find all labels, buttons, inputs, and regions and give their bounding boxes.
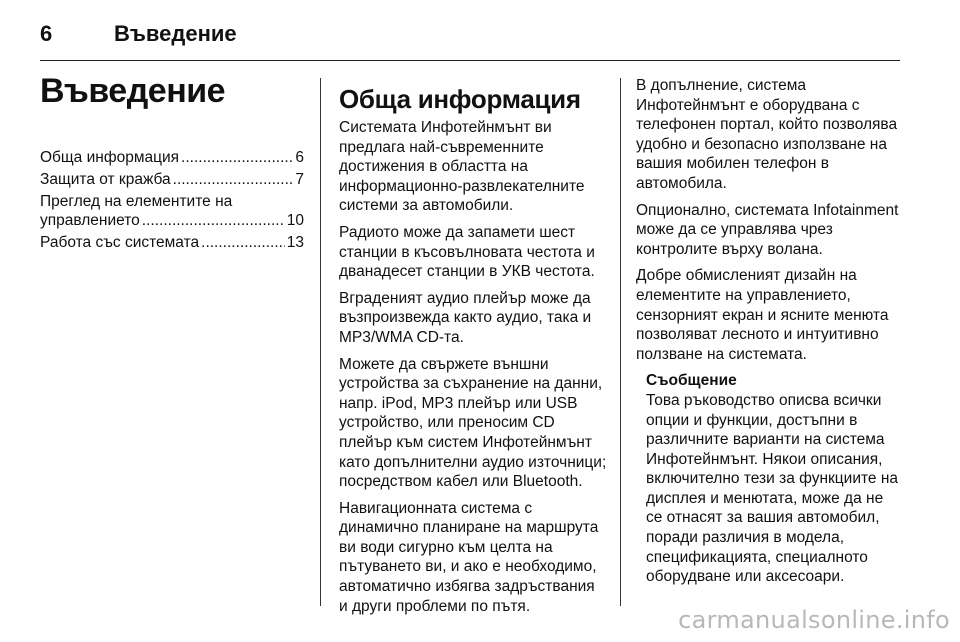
toc-item-label: Работа със системата [40, 234, 200, 251]
note-text: Това ръководство описва всички опции и функции, достъпни в различните варианти на система Инфотейнмънт. Някои описания, включително тези за функциите на дисплея и менютата, може да не се отнасят за вашия автомобил, поради различия в модела, спецификацията, специалното оборудване или аксесоари. [646, 391, 899, 586]
toc-leader-dots [142, 211, 285, 230]
column-divider [620, 78, 621, 606]
note-title: Съобщение [646, 372, 737, 390]
body-paragraph: Можете да свържете външни устройства за съхранение на данни, напр. iPod, MP3 плейър или USB устройство, или преносим CD плейър към систем Инфотейнмънт като допълнителни аудио източници; посредством кабел или Bluetooth. [339, 355, 607, 491]
body-paragraph: Опционално, системата Infotainment може да се управлява чрез контролите върху волана. [636, 201, 899, 258]
toc-leader-dots [181, 148, 293, 167]
toc-item-page: 10 [286, 212, 304, 229]
body-paragraph: В допълнение, система Инфотейнмънт е оборудвана с телефонен портал, който позволява удобно и безопасно използване на вашия мобилен телефон в автомобила. [636, 77, 898, 192]
toc-item-page: 7 [295, 171, 304, 188]
header-section-title: Въведение [114, 21, 237, 46]
body-paragraph: Навигационната система с динамично планиране на маршрута ви води сигурно към целта на пътуването ви, и ако е необходимо, автоматично избягва задръствания и други проблеми по пътя. [339, 499, 599, 615]
page-header [40, 14, 237, 54]
toc-item-label: Обща информация [40, 149, 180, 166]
toc-item[interactable] [40, 192, 304, 230]
toc-leader-dots [201, 233, 285, 252]
toc-item[interactable] [40, 170, 304, 189]
toc-item-page: 13 [286, 234, 304, 251]
body-paragraph: Радиото може да запамети шест станции в късовълновата честота и дванадесет станции в УКВ честота. [339, 223, 595, 281]
toc-item-label: Защита от кражба [40, 171, 171, 188]
chapter-title: Въведение [40, 72, 226, 110]
toc-leader-dots [173, 170, 294, 189]
main-column [339, 84, 607, 623]
toc-item-label-line1: Преглед на елементите на [40, 193, 233, 210]
body-paragraph: Системата Инфотейнмънт ви предлага най-съвременните достижения в областта на информационно-развлекателните системи за автомобили. [339, 119, 585, 215]
body-paragraph: Добре обмисленият дизайн на елементите на управлението, сензорният екран и ясните менюта позволяват лесното и интуитивно ползване на системата. [636, 267, 889, 363]
toc-item-page: 6 [295, 149, 304, 166]
header-rule [40, 60, 900, 61]
section-heading: Обща информация [339, 84, 581, 114]
toc-item[interactable] [40, 148, 304, 167]
column-divider [320, 78, 321, 606]
watermark: carmanualsonline.info [678, 606, 950, 634]
toc-item[interactable] [40, 233, 304, 252]
body-paragraph: Вграденият аудио плейър може да възпроизвежда както аудио, така и MP3/WMA CD-та. [339, 289, 592, 346]
note-box [646, 371, 902, 587]
side-column [636, 76, 902, 594]
table-of-contents [40, 148, 304, 255]
toc-item-label-line2: управлението [40, 212, 140, 229]
page-number: 6 [40, 21, 53, 46]
